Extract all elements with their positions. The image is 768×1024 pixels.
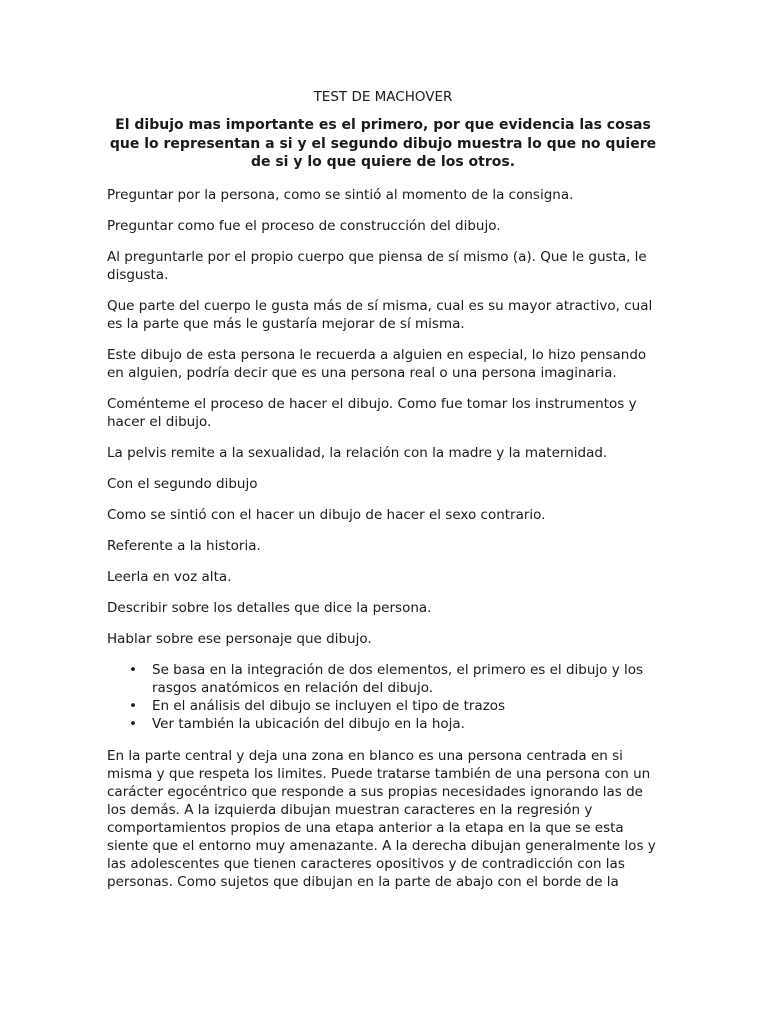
paragraph: Con el segundo dibujo bbox=[107, 475, 258, 492]
paragraph: Preguntar por la persona, como se sintió al momento de la consigna. bbox=[107, 186, 574, 203]
list-item bbox=[129, 715, 659, 733]
list-item-text: Ver también la ubicación del dibujo en la hoja. bbox=[152, 715, 465, 732]
bullet-icon: • bbox=[129, 661, 137, 678]
paragraph: Describir sobre los detalles que dice la persona. bbox=[107, 599, 432, 616]
bullet-icon: • bbox=[129, 697, 137, 714]
intro-paragraph: El dibujo mas importante es el primero, por que evidencia las cosas que lo representan a si y el segundo dibujo muestra lo que no quiere de si y lo que quiere de los otros. bbox=[109, 117, 657, 170]
paragraph: Leerla en voz alta. bbox=[107, 568, 232, 585]
bullet-list bbox=[107, 661, 659, 733]
document-body bbox=[107, 88, 659, 904]
list-item-text: Se basa en la integración de dos elementos, el primero es el dibujo y los rasgos anatómicos en relación del dibujo. bbox=[152, 661, 644, 696]
paragraph: Coménteme el proceso de hacer el dibujo. Como fue tomar los instrumentos y hacer el dibujo. bbox=[107, 395, 637, 430]
document-title: TEST DE MACHOVER bbox=[313, 89, 453, 105]
closing-paragraph: En la parte central y deja una zona en blanco es una persona centrada en si misma y que respeta los limites. Puede tratarse también de una persona con un carácter egocéntrico que responde a sus propias necesidades ignorando las de los demás. A la izquierda dibujan muestran caracteres en la regresión y comportamientos propios de una etapa anterior a la etapa en la que se esta siente que el entorno muy amenazante. A la derecha dibujan generalmente los y las adolescentes que tienen caracteres opositivos y de contradicción con las personas. Como sujetos que dibujan en la parte de abajo con el borde de la bbox=[107, 747, 656, 890]
paragraph: Hablar sobre ese personaje que dibujo. bbox=[107, 630, 372, 647]
bullet-icon: • bbox=[129, 715, 137, 732]
list-item bbox=[129, 661, 659, 697]
list-item-text: En el análisis del dibujo se incluyen el tipo de trazos bbox=[152, 697, 506, 714]
paragraph: Referente a la historia. bbox=[107, 537, 261, 554]
paragraph: La pelvis remite a la sexualidad, la relación con la madre y la maternidad. bbox=[107, 444, 608, 461]
list-item bbox=[129, 697, 659, 715]
paragraph: Preguntar como fue el proceso de construcción del dibujo. bbox=[107, 217, 501, 234]
paragraph: Este dibujo de esta persona le recuerda a alguien en especial, lo hizo pensando en alguien, podría decir que es una persona real o una persona imaginaria. bbox=[107, 346, 647, 381]
paragraph: Al preguntarle por el propio cuerpo que piensa de sí mismo (a). Que le gusta, le disgusta. bbox=[107, 248, 647, 283]
paragraph: Que parte del cuerpo le gusta más de sí misma, cual es su mayor atractivo, cual es la parte que más le gustaría mejorar de sí misma. bbox=[107, 297, 653, 332]
paragraph: Como se sintió con el hacer un dibujo de hacer el sexo contrario. bbox=[107, 506, 546, 523]
